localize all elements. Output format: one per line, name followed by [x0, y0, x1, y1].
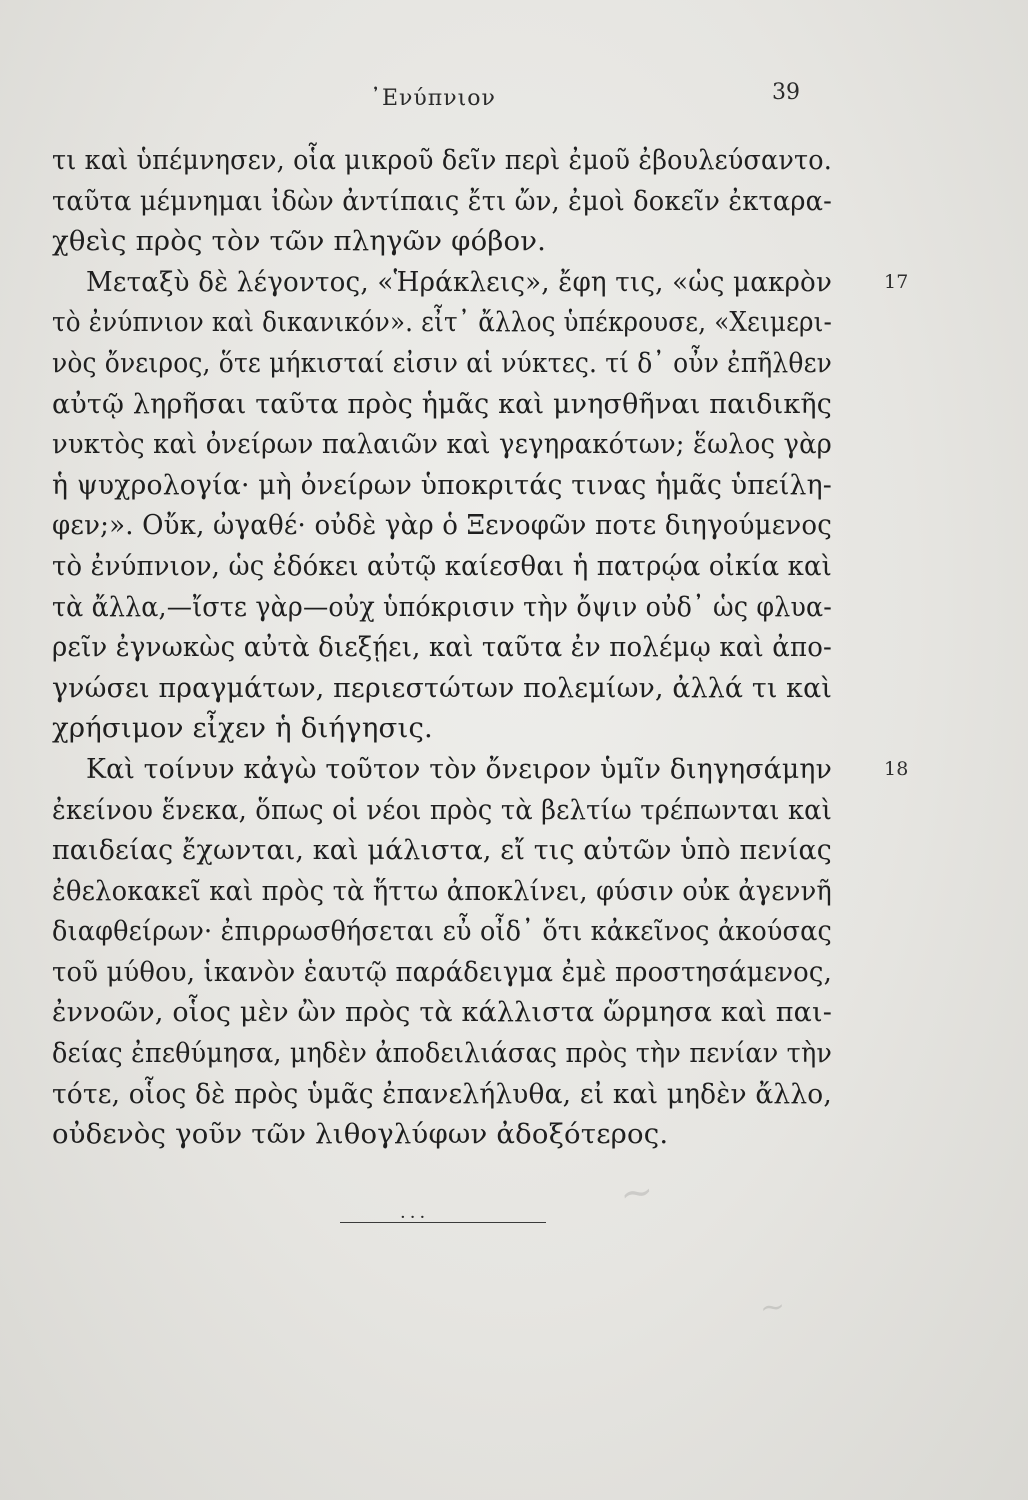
paragraph-start-line: Μεταξὺ δὲ λέγοντος, «Ἡράκλεις», ἔφη τις, «ὡς μακρὸν 17: [52, 262, 832, 303]
text-line: χθεὶς πρὸς τὸν τῶν πληγῶν φόβον.: [52, 225, 547, 258]
end-ornament: ···: [400, 1207, 430, 1228]
page-number: 39: [772, 80, 800, 105]
text-line: παιδείας ἔχωνται, καὶ μάλιστα, εἴ τις αὐτῶν ὑπὸ πενίας: [52, 834, 832, 867]
text-line: τι καὶ ὑπέμνησεν, οἷα μικροῦ δεῖν περὶ ἐμοῦ ἐβουλεύσαντο.: [52, 144, 833, 176]
bleed-through-mark: ~: [758, 1288, 787, 1327]
text-line: αὐτῷ ληρῆσαι ταῦτα πρὸς ἡμᾶς καὶ μνησθῆναι παιδικῆς: [52, 387, 832, 420]
text-line: χρήσιμον εἶχεν ἡ διήγησις.: [52, 712, 433, 745]
bleed-through-mark: ~: [616, 1167, 657, 1219]
text-line: τὸ ἐνύπνιον καὶ δικανικόν». εἶτ᾿ ἄλλος ὑπέκρουσε, «Χειμερι-: [52, 306, 832, 339]
body-text: [52, 140, 909, 1155]
text-line: ἐθελοκακεῖ καὶ πρὸς τὰ ἥττω ἀποκλίνει, φύσιν οὐκ ἀγεννῆ: [52, 874, 832, 907]
text-line: ἐκείνου ἕνεκα, ὅπως οἱ νέοι πρὸς τὰ βελτίω τρέπωνται καὶ: [52, 793, 832, 826]
text-line: νὸς ὄνειρος, ὅτε μήκισταί εἰσιν αἱ νύκτες. τί δ᾿ οὖν ἐπῆλθεν: [52, 346, 833, 379]
running-title: ᾿Ενύπνιον: [370, 86, 496, 111]
section-number: 18: [884, 757, 909, 780]
text-line: τότε, οἷος δὲ πρὸς ὑμᾶς ἐπανελήλυθα, εἰ καὶ μηδὲν ἄλλο,: [52, 1077, 832, 1110]
paragraph-start-line: Καὶ τοίνυν κἀγὼ τοῦτον τὸν ὄνειρον ὑμῖν διηγησάμην 18: [52, 749, 832, 790]
text-line: φεν;». Οὔκ, ὠγαθέ· οὐδὲ γὰρ ὁ Ξενοφῶν ποτε διηγούμενος: [52, 509, 833, 542]
end-rule: [340, 1222, 546, 1223]
text-line: ταῦτα μέμνημαι ἰδὼν ἀντίπαις ἔτι ὤν, ἐμοὶ δοκεῖν ἐκταρα-: [52, 184, 833, 217]
running-head: [0, 80, 1028, 116]
text-line: οὐδενὸς γοῦν τῶν λιθογλύφων ἀδοξότερος.: [52, 1118, 669, 1151]
text-line: γνώσει πραγμάτων, περιεστώτων πολεμίων, ἀλλά τι καὶ: [52, 671, 833, 704]
text-line: ἡ ψυχρολογία· μὴ ὀνείρων ὑποκριτάς τινας ἡμᾶς ὑπείλη-: [52, 468, 832, 501]
text-line: τὸ ἐνύπνιον, ὡς ἐδόκει αὐτῷ καίεσθαι ἡ πατρῴα οἰκία καὶ: [52, 549, 833, 582]
text-line: ἐννοῶν, οἷος μὲν ὢν πρὸς τὰ κάλλιστα ὥρμησα καὶ παι-: [52, 996, 833, 1029]
text-line: τοῦ μύθου, ἱκανὸν ἑαυτῷ παράδειγμα ἐμὲ προστησάμενος,: [52, 955, 832, 988]
text-line: διαφθείρων· ἐπιρρωσθήσεται εὖ οἶδ᾿ ὅτι κἀκεῖνος ἀκούσας: [52, 915, 833, 948]
text-line: δείας ἐπεθύμησα, μηδὲν ἀποδειλιάσας πρὸς τὴν πενίαν τὴν: [52, 1037, 833, 1070]
text-line: νυκτὸς καὶ ὀνείρων παλαιῶν καὶ γεγηρακότων; ἕωλος γὰρ: [52, 428, 833, 461]
section-number: 17: [884, 270, 909, 293]
text-line: τὰ ἄλλα,—ἴστε γὰρ—οὐχ ὑπόκρισιν τὴν ὄψιν οὐδ᾿ ὡς φλυα-: [52, 590, 833, 623]
text-line: ρεῖν ἐγνωκὼς αὐτὰ διεξῄει, καὶ ταῦτα ἐν πολέμῳ καὶ ἀπο-: [52, 631, 832, 664]
